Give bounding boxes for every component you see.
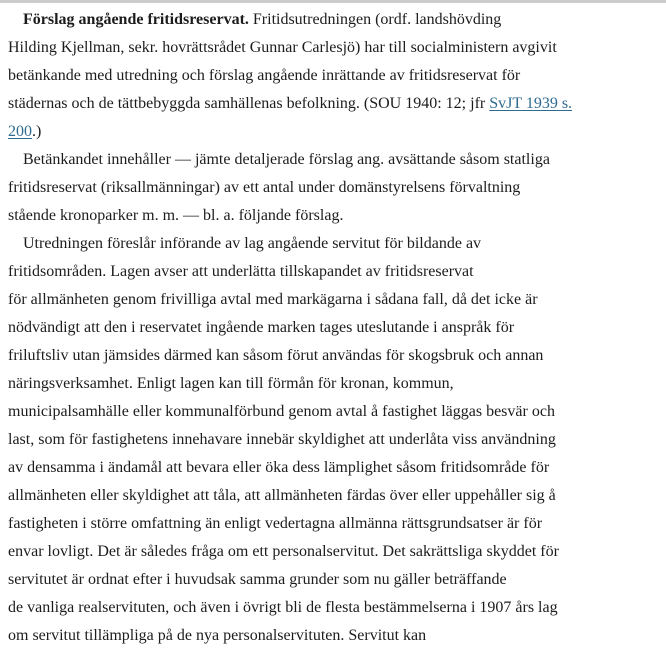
text-line	[8, 342, 658, 370]
text-line	[8, 202, 658, 230]
paragraph	[8, 146, 658, 230]
text-line	[8, 34, 658, 62]
text-run: fritidsområden. Lagen avser att underlätta tillskapandet av fritidsreservat	[8, 263, 474, 280]
text-run: fritidsreservat (riksallmänningar) av ett antal under domänstyrelsens förvaltning	[8, 179, 521, 196]
text-run: Hilding Kjellman, sekr. hovrättsrådet Gunnar Carlesjö) har till socialministern avgivit	[8, 39, 557, 56]
text-line	[8, 454, 658, 482]
text-line	[8, 370, 658, 398]
text-run: nödvändigt att den i reservatet ingående marken tages uteslutande i anspråk för	[8, 319, 515, 336]
text-run: betänkande med utredning och förslag angående inrättande av fritidsreservat för	[8, 67, 521, 84]
text-line	[8, 398, 658, 426]
text-line	[8, 482, 658, 510]
text-line	[8, 538, 658, 566]
text-line	[8, 118, 658, 146]
text-run: för allmänheten genom frivilliga avtal med markägarna i sådana fall, då det icke är	[8, 291, 538, 308]
text-line	[8, 146, 658, 174]
svjt-reference-link[interactable]: SvJT 1939 s.	[489, 95, 573, 112]
text-line	[8, 62, 658, 90]
paragraph	[8, 6, 658, 146]
text-run: friluftsliv utan jämsides därmed kan såsom förut användas för skogsbruk och annan	[8, 347, 544, 364]
text-run: allmänheten eller skyldighet att tåla, att allmänheten färdas över eller uppehåller sig å	[8, 487, 556, 504]
text-run: städernas och de tättbebyggda samhällenas befolkning. (SOU 1940: 12; jfr	[8, 95, 490, 112]
text-line	[8, 566, 658, 594]
text-line	[8, 594, 658, 622]
text-line	[8, 426, 658, 454]
text-run: om servitut tillämpliga på de nya personalservituten. Servitut kan	[8, 627, 427, 644]
text-run: envar lovligt. Det är således fråga om ett personalservitut. Det sakrättsliga skyddet för	[8, 543, 559, 560]
text-run: .)	[32, 123, 42, 140]
text-run: stående kronoparker m. m. — bl. a. följande förslag.	[8, 207, 344, 224]
text-line	[8, 90, 658, 118]
article-body	[0, 3, 666, 650]
paragraph	[8, 230, 658, 650]
text-run: av densamma i ändamål att bevara eller öka dess lämplighet såsom fritidsområde för	[8, 459, 550, 476]
text-line	[8, 258, 658, 286]
text-line	[8, 6, 658, 34]
text-run: servitutet är ordnat efter i huvudsak samma grunder som nu gäller beträffande	[8, 571, 507, 588]
text-run: Fritidsutredningen (ordf. landshövding	[248, 11, 502, 28]
text-line	[8, 174, 658, 202]
text-run: last, som för fastighetens innehavare innebär skyldighet att underlåta viss användning	[8, 431, 556, 448]
text-run: Utredningen föreslår införande av lag angående servitut för bildande av	[23, 235, 482, 252]
text-run: de vanliga realservituten, och även i övrigt bli de flesta bestämmelserna i 1907 års lag	[8, 599, 558, 616]
text-run: Betänkandet innehåller — jämte detaljerade förslag ang. avsättande såsom statliga	[23, 151, 550, 168]
text-line	[8, 510, 658, 538]
text-line	[8, 286, 658, 314]
text-line	[8, 230, 658, 258]
text-line	[8, 622, 658, 650]
text-run: näringsverksamhet. Enligt lagen kan till förmån för kronan, kommun,	[8, 375, 454, 392]
text-line	[8, 314, 658, 342]
article-lead-heading: Förslag angående fritidsreservat.	[23, 11, 249, 28]
svjt-reference-link[interactable]: 200	[8, 123, 32, 140]
text-run: municipalsamhälle eller kommunalförbund genom avtal å fastighet läggas besvär och	[8, 403, 555, 420]
text-run: fastigheten i större omfattning än enligt vedertagna allmänna rättsgrundsatser är för	[8, 515, 543, 532]
